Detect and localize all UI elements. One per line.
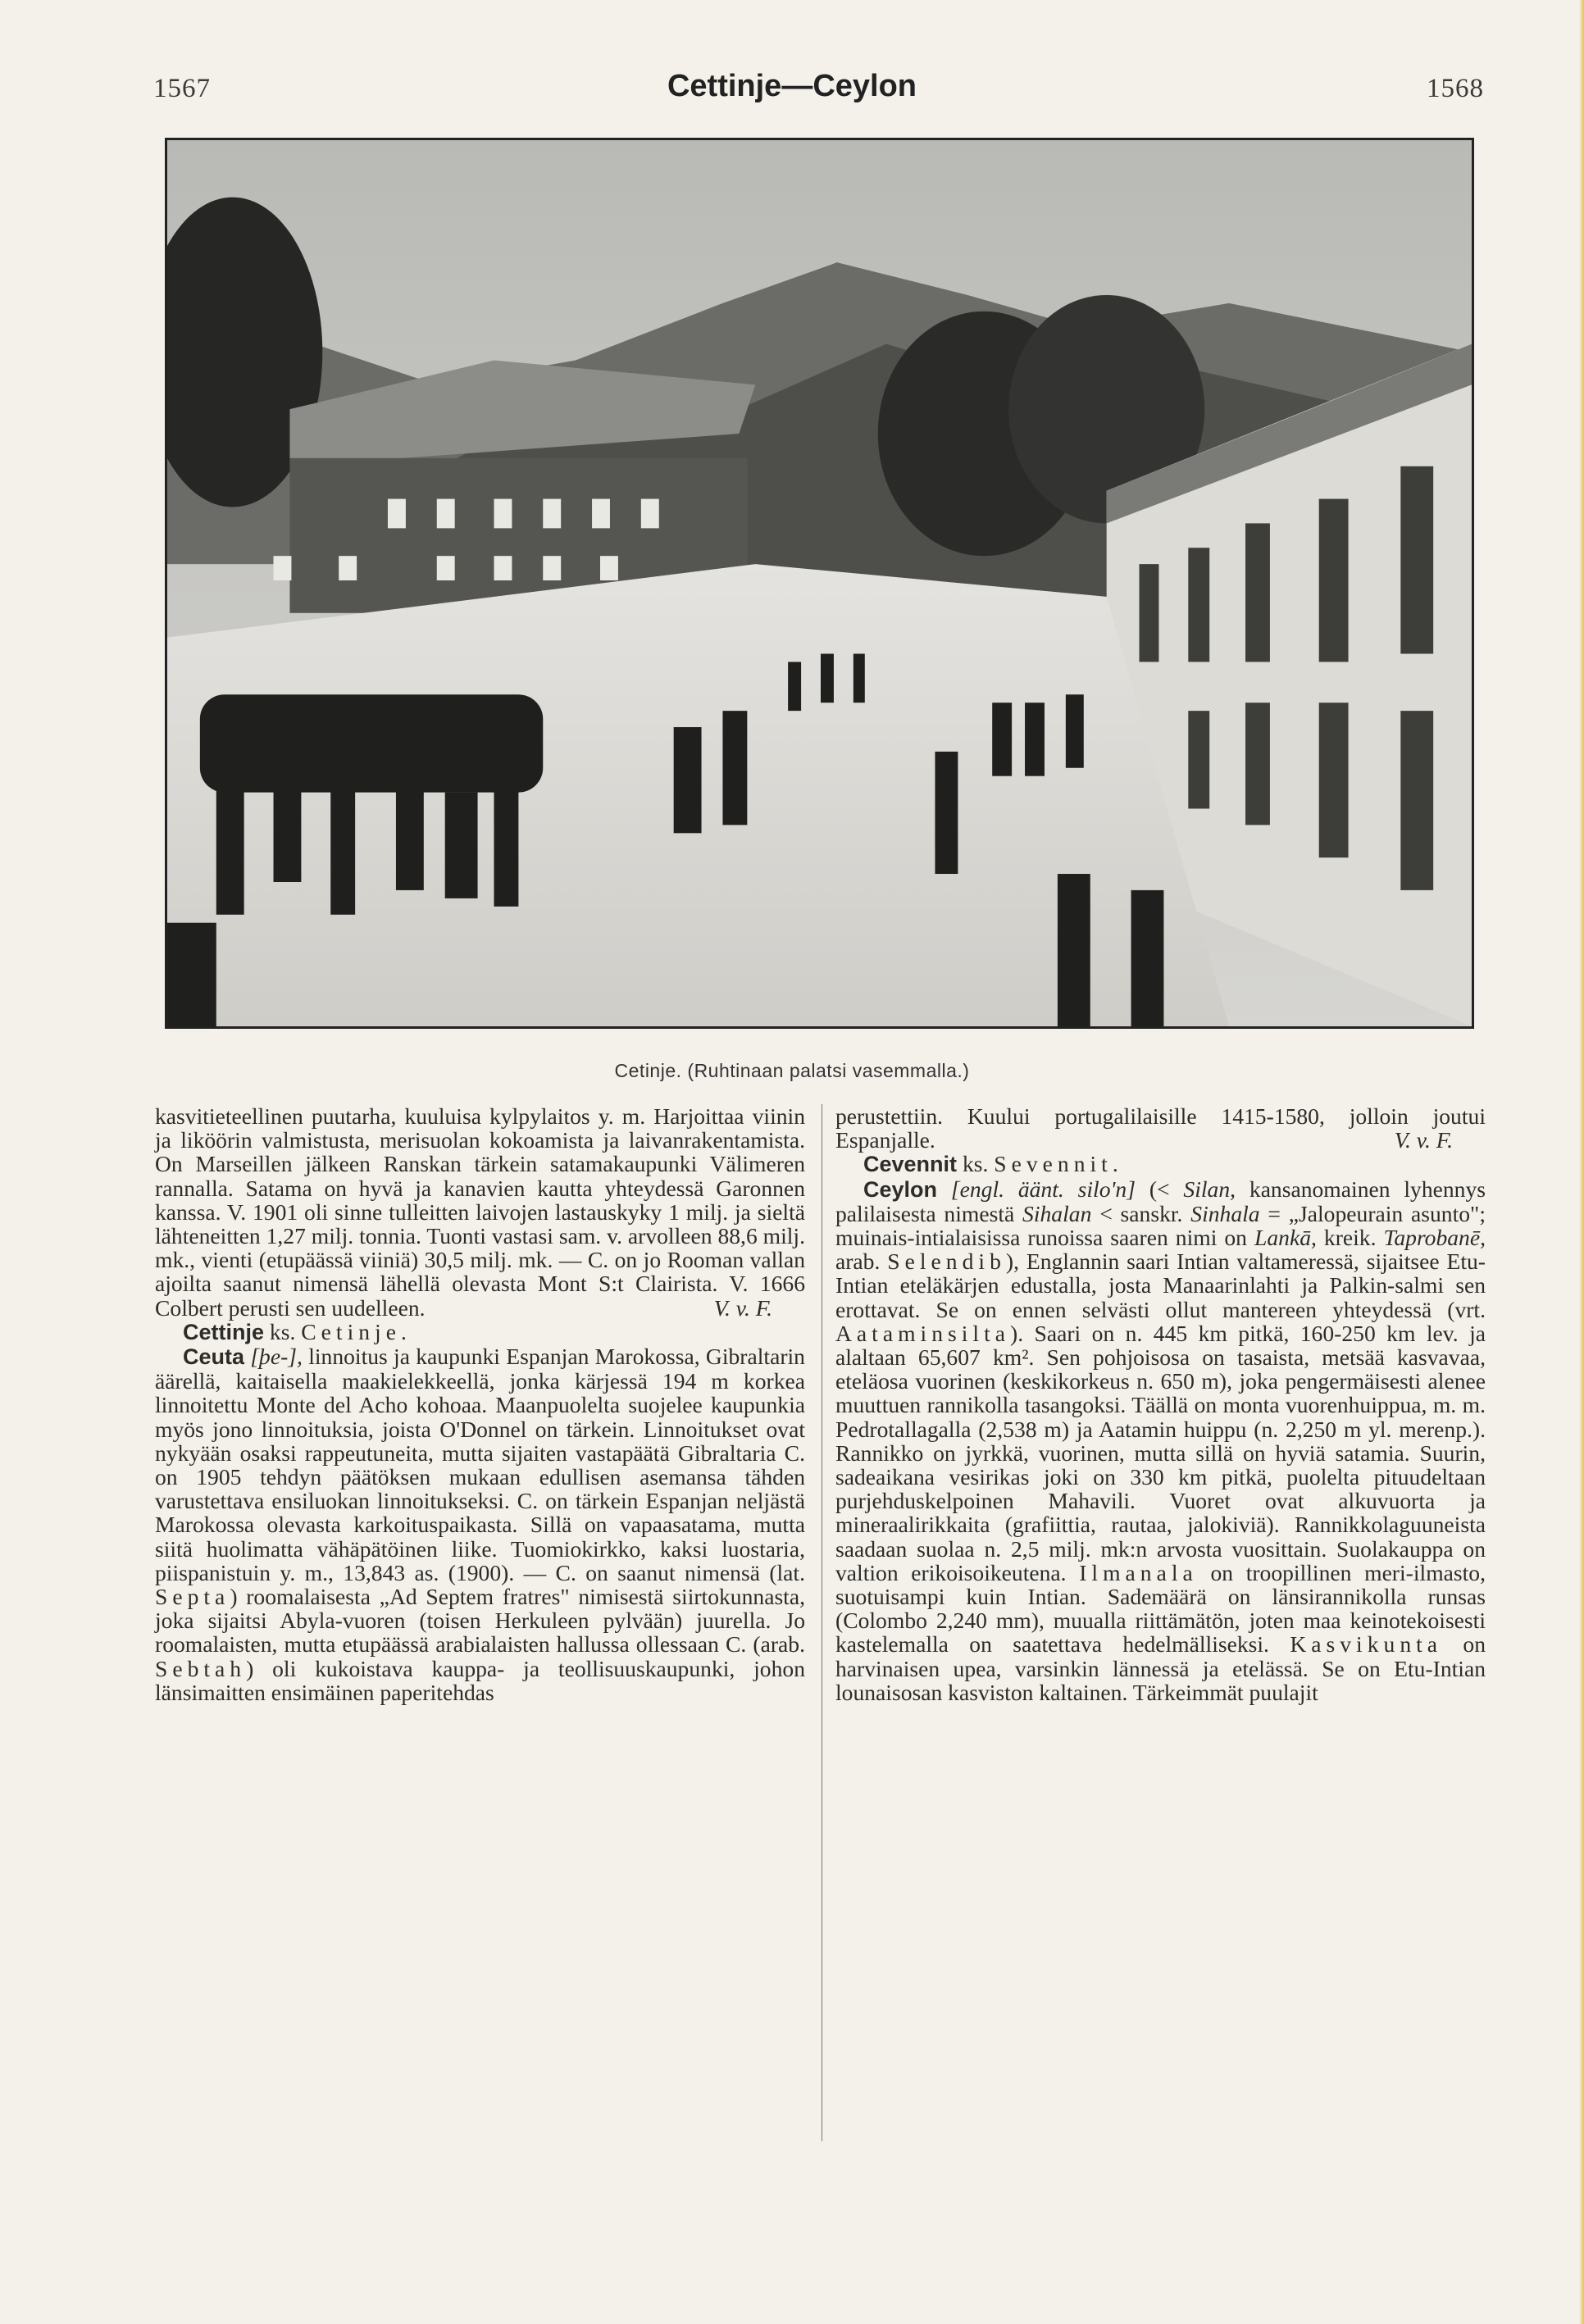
entry-text: linnoitus ja kaupunki Espanjan Marokossa, Gibraltarin äärellä, kaitaisella maakielekkeellä, jonka kärjessä 194 m korkea linnoitettu Monte del Acho kohoaa. Maanpuolelta suojelee kaupunkia myös jono linnoituksia, joista O'Donnel on tärkein. Linnoitukset ovat nykyään osaksi rappeutuneita, mutta sijaiten vastapäätä Gibraltaria C. on 1905 tehdyn päätöksen mukaan edullisen asemansa tähden varustettava ensiluokan linnoitukseksi. C. on tärkein Espanjan neljästä Marokossa olevasta karkoituspaikasta. Sillä on vapaasatama, mutta siitä huolimatta vähäpätöinen liike. Tuomiokirkko, kaksi luostaria, piispanistuin y. m., 13,843 as. (1900). — C. on saanut nimensä (lat.: [155, 1344, 805, 1585]
entry-headword: Cevennit: [863, 1152, 958, 1177]
etymology-term: Lankā,: [1254, 1225, 1317, 1251]
author-signature: V. v. F.: [713, 1294, 772, 1321]
entry-headword: Ceylon: [863, 1176, 938, 1202]
running-title: Cettinje—Ceylon: [667, 69, 917, 103]
entry-text: ks.: [269, 1318, 296, 1344]
entry-cettinje: [155, 1320, 805, 1344]
running-header: [0, 69, 1584, 118]
left-column: [155, 1104, 805, 1704]
entry-text: (<: [1149, 1176, 1170, 1202]
pronunciation: [þe-],: [250, 1344, 303, 1370]
paragraph-text: perustettiin. Kuului portugalilaisille 1415-1580, jolloin joutui Espanjalle.: [835, 1103, 1486, 1153]
etymology-term: Sihalan: [1022, 1200, 1092, 1226]
entry-text: kreik.: [1323, 1225, 1377, 1251]
paragraph: [155, 1104, 805, 1320]
entry-text: on harvinaisen upea, varsinkin lännessä ja etelässä. Se on Etu-Intian lounaisosan kasviston kaltainen. Tärkeimmät puulajit: [835, 1631, 1486, 1705]
pronunciation: silo'n]: [1077, 1176, 1136, 1202]
author-signature: V. v. F.: [1394, 1127, 1453, 1153]
entry-text: ) roomalaisesta „Ad Septem fratres" nimisestä siirtokunnasta, joka sijaitsi Abyla-vuoren (toisen Herkuleen pylvään) juurella. Jo roomalaisten, mutta etupäässä arabialaisten hallussa ollessaan C. (arab.: [155, 1584, 805, 1658]
cross-reference: Cetinje.: [301, 1318, 412, 1344]
page-edge: [1579, 0, 1584, 2324]
entry-headword: Ceuta: [183, 1344, 245, 1370]
paragraph-text: kasvitieteellinen puutarha, kuuluisa kylpylaitos y. m. Harjoittaa viinin ja liköörin valmistusta, merisuolan kokoamista ja laivanrakentamista. On Marseillen jälkeen Ranskan tärkein satamakaupunki Välimeren rannalla. Satama on hyvä ja kanavien kautta yhteydessä Garonnen kanssa. V. 1901 oli sinne tulleitten laivojen lastauskyky 1 milj. ja sieltä lähteneitten 1,27 milj. tonnia. Tuonti vastasi sam. v. arvolleen 88,6 milj. mk., vienti (etupäässä viiniä) 30,5 milj. mk. — C. on jo Rooman vallan ajoilta saanut nimensä lähellä olevasta Mont S:t Clairista. V. 1666 Colbert perusti sen uudelleen.: [155, 1103, 805, 1321]
etymology-term: Taprobanē,: [1383, 1225, 1486, 1251]
entry-text: ). Saari on n. 445 km pitkä, 160-250 km lev. ja alaltaan 65,607 km². Sen pohjoisosa on tasaista, metsää kasvavaa, eteläosa vuorinen (keskikorkeus n. 650 m), joka pengermäisesti alenee muuttuen rannikolla tasangoksi. Täällä on monta vuorenhuippua, m. m. Pedrotallagalla (2,538 m) ja Aatamin huippu (n. 2,250 m yl. merenp.). Rannikko on jyrkkä, vuorinen, mutta sillä on hyviä satamia. Suurin, sadeaikana vesirikas joki on 330 km pitkä, puolelta pituudeltaan purjehduskelpoinen Mahavili. Vuoret ovat alkuvuorta ja mineraalirikkaita (grafiittia, rautaa, jalokiviä). Rannikkolaguuneista saadaan suolaa n. 2,5 milj. mk:n arvosta vuosittain. Suolakauppa on valtion erikoisoikeutena.: [835, 1320, 1486, 1585]
entry-text: arab.: [835, 1248, 881, 1275]
entry-text: kansanomainen lyhennys palilaisesta nimestä: [835, 1176, 1486, 1226]
street-photograph: [165, 138, 1474, 1029]
entry-text: ) oli kukoistava kauppa- ja teollisuuskaupunki, johon länsimaitten ensimäinen paperitehdas: [155, 1655, 805, 1705]
entry-text: ), Englannin saari Intian valtameressä, sijaitsee Etu-Intian eteläkärjen edustalla, josta Manaarinlahti ja Palkin-salmi sen erottavat. Se on ennen selvästi ollut mantereen yhteydessä (vrt.: [835, 1248, 1486, 1322]
entry-text: ks.: [962, 1151, 989, 1177]
entry-cevennit: [835, 1152, 1486, 1176]
spaced-term: Kasvikunta: [1290, 1631, 1443, 1658]
etymology-term: Sinhala: [1190, 1200, 1260, 1226]
paragraph: [835, 1104, 1486, 1152]
spaced-term: Selendib: [887, 1248, 1006, 1275]
photo-illustration: [167, 140, 1472, 1026]
right-column: [835, 1104, 1486, 1704]
entry-ceuta: [155, 1344, 805, 1704]
page-number-left: 1567: [153, 74, 211, 103]
cross-reference: Sevennit.: [994, 1151, 1123, 1177]
spaced-term: Septa: [155, 1584, 230, 1610]
entry-text: on troopillinen meri-ilmasto, suotuisampi kuin Intian. Sademäärä on länsirannikolla runsas (Colombo 2,240 mm), muualla riittämätön, joten maa keinotekoisesti kastelemalla on saatettava hedelmälliseksi.: [835, 1559, 1486, 1658]
entry-ceylon: [835, 1177, 1486, 1704]
entry-text: < sanskr.: [1099, 1200, 1183, 1226]
photo-caption: Cetinje. (Ruhtinaan palatsi vasemmalla.): [614, 1060, 970, 1081]
pronunciation: [engl. äänt.: [950, 1176, 1064, 1202]
spaced-term: Aataminsilta: [835, 1320, 1011, 1346]
spaced-term: Sebtah: [155, 1655, 247, 1681]
spaced-term: Ilmanala: [1079, 1559, 1198, 1585]
etymology-term: Silan,: [1183, 1176, 1236, 1202]
entry-headword: Cettinje: [183, 1319, 265, 1344]
entry-text: = „Jalopeurain asunto"; muinais-intialaisissa runoissa saaren nimi on: [835, 1200, 1486, 1251]
page-number-right: 1568: [1427, 74, 1484, 103]
